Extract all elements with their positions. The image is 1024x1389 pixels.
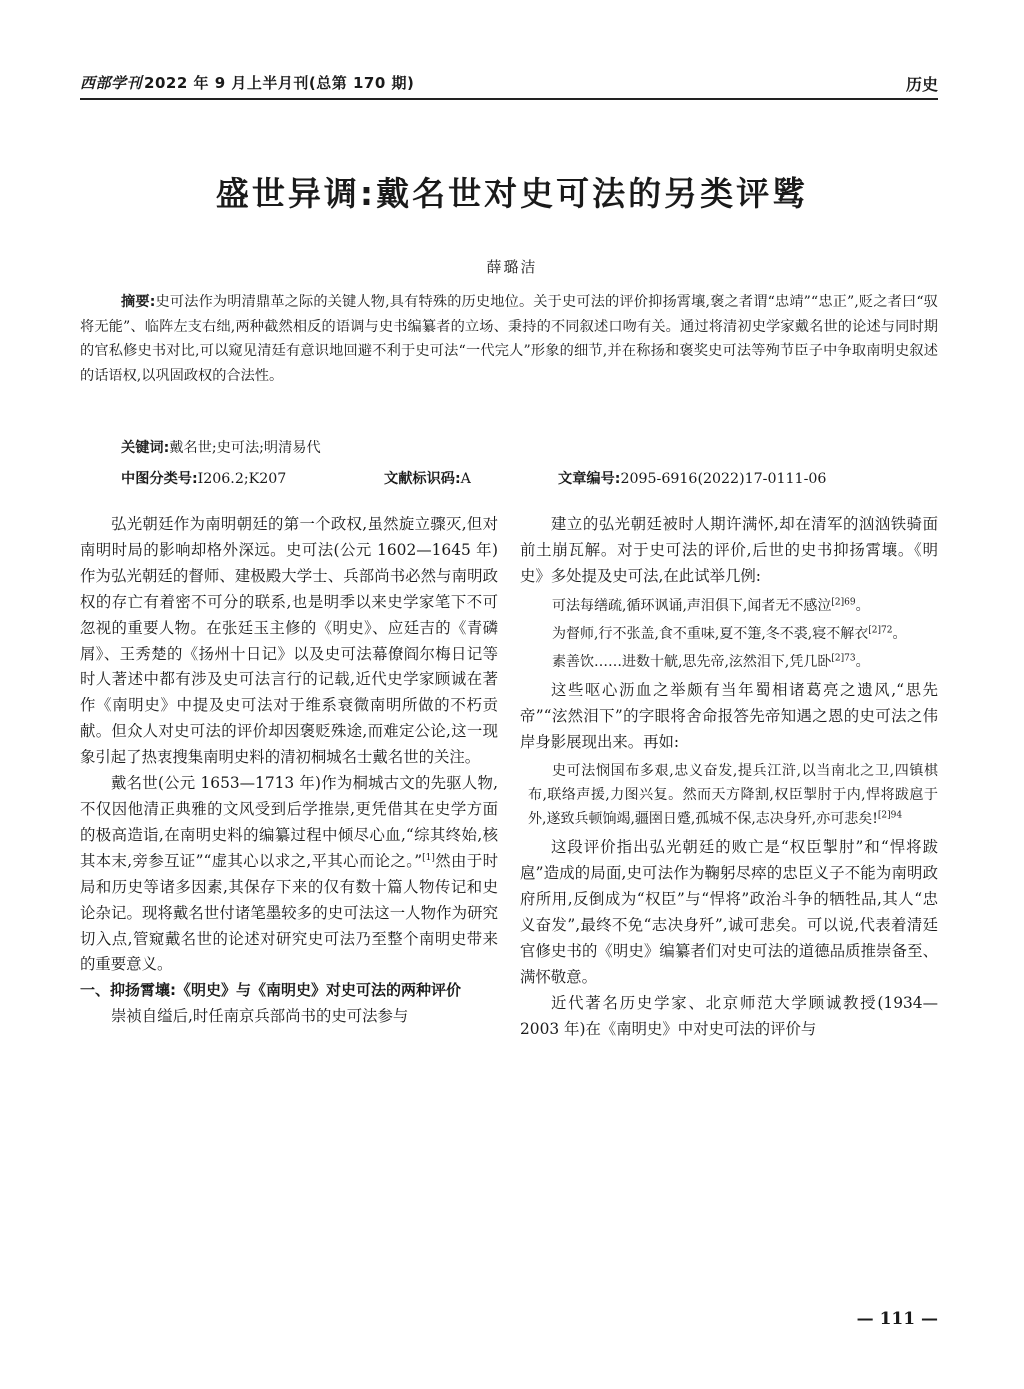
keywords-text: 戴名世;史可法;明清易代 bbox=[169, 440, 321, 456]
abstract-label: 摘要: bbox=[121, 294, 156, 310]
paragraph: 崇祯自缢后,时任南京兵部尚书的史可法参与 bbox=[111, 1007, 409, 1026]
page-number: — 111 — bbox=[856, 1309, 938, 1329]
paragraph: 建立的弘光朝廷被时人期许满怀,却在清军的汹汹铁骑面前土崩瓦解。对于史可法的评价,后世的史书抑扬霄壤。《明史》多处提及史可法,在此试举几例: bbox=[520, 515, 938, 585]
paragraph: 弘光朝廷作为南明朝廷的第一个政权,虽然旋立骤灭,但对南明时局的影响却格外深远。史可法(公元 1602—1645 年)作为弘光朝廷的督师、建极殿大学士、兵部尚书必然与南明政权的存亡有着密不可分的联系,也是明季以来史学家笔下不可忽视的重要人物。在张廷玉主修的《明史》、应廷吉的《青磷屑》、王秀楚的《扬州十日记》以及史可法幕僚阎尔梅日记等时人著述中都有涉及史可法言行的记载,近代史学家顾诚在著作《南明史》中提及史可法对于维系衰微南明所做的不朽贡献。但众人对史可法的评价却因褒贬殊途,而难定公论,这一现象引起了热衷搜集南明史料的清初桐城名士戴名世的关注。 bbox=[80, 515, 498, 767]
block-quote: 素善饮……进数十觥,思先帝,泫然泪下,凭几卧$^{[2]73}$。 bbox=[552, 653, 870, 670]
article-number: 文章编号:2095-6916(2022)17-0111-06 bbox=[558, 471, 827, 487]
paragraph: 戴名世(公元 1653—1713 年)作为桐城古文的先驱人物,不仅因他清正典雅的文风受到后学推崇,更凭借其在史学方面的极高造诣,在南明史料的编纂过程中倾尽心血,“综其终始,核其本末,旁参互证”“虚其心以求之,平其心而论之。”[1]然由于时局和历史等诸多因素,其保存下来的仅有数十篇人物传记和史论杂记。现将戴名世付诸笔墨较多的史可法这一人物作为研究切入点,管窥戴名世的论述对研究史可法乃至整个南明史带来的重要意义。 bbox=[80, 774, 498, 974]
running-header bbox=[80, 68, 938, 100]
paragraph: 这段评价指出弘光朝廷的败亡是“权臣掣肘”和“悍将跋扈”造成的局面,史可法作为鞠躬尽瘁的忠臣义子不能为南明政府所用,反倒成为“权臣”与“悍将”政治斗争的牺牲品,其人“忠义奋发”,最终不免“志决身歼”,诚可悲矣。可以说,代表着清廷官修史书的《明史》编纂者们对史可法的道德品质推崇备至、满怀敬意。 bbox=[520, 838, 938, 986]
citation: [2]69 bbox=[831, 597, 856, 608]
citation: [2]72 bbox=[868, 625, 893, 636]
author-name: 薛璐洁 bbox=[486, 258, 538, 276]
citation: [2]94 bbox=[877, 810, 903, 821]
document-code: 文献标识码:A bbox=[384, 471, 471, 487]
header-rule bbox=[80, 98, 938, 100]
citation: [2]73 bbox=[831, 653, 856, 664]
paragraph: 这些呕心沥血之举颇有当年蜀相诸葛亮之遗风,“思先帝”“泫然泪下”的字眼将舍命报答先帝知遇之恩的史可法之伟岸身影展现出来。再如: bbox=[520, 680, 938, 751]
journal-logo: 西部学刊 bbox=[80, 74, 143, 92]
abstract-text: 史可法作为明清鼎革之际的关键人物,具有特殊的历史地位。关于史可法的评价抑扬霄壤,褒之者谓“忠靖”“忠正”,贬之者曰“驭将无能”、临阵左支右绌,两种截然相反的语调与史书编纂者的立场、秉持的不同叙述口吻有关。通过将清初史学家戴名世的论述与同时期的官私修史书对比,可以窥见清廷有意识地回避不利于史可法“一代完人”形象的细节,并在称扬和褒奖史可法等殉节臣子中争取南明史叙述的话语权,以巩固政权的合法性。 bbox=[80, 294, 938, 384]
issue-info: 2022 年 9 月上半月刊(总第 170 期) bbox=[144, 74, 415, 92]
left-column bbox=[80, 512, 498, 1030]
article-title: 盛世异调:戴名世对史可法的另类评骘 bbox=[215, 174, 809, 213]
block-quote: 为督师,行不张盖,食不重味,夏不箑,冬不裘,寝不解衣$^{[2]72}$。 bbox=[552, 625, 907, 642]
section-name: 历史 bbox=[905, 75, 938, 94]
citation: [1] bbox=[422, 852, 435, 863]
block-quote: 史可法悯国布多艰,忠义奋发,提兵江浒,以当南北之卫,四镇棋布,联络声援,力图兴复。然而天方降割,权臣掣肘于内,悍将跋扈于外,遂致兵顿饷竭,疆圉日蹙,孤城不保,志决身歼,亦可悲矣!$^{[2]94}$ bbox=[528, 763, 938, 828]
section-heading: 一、抑扬霄壤:《明史》与《南明史》对史可法的两种评价 bbox=[80, 981, 462, 1000]
journal-issue bbox=[80, 72, 414, 93]
keywords bbox=[121, 437, 321, 457]
keywords-label: 关键词: bbox=[121, 440, 170, 456]
classification-line bbox=[121, 468, 891, 492]
paragraph: 近代著名历史学家、北京师范大学顾诚教授(1934—2003 年)在《南明史》中对史可法的评价与 bbox=[520, 993, 938, 1038]
right-column bbox=[520, 512, 938, 1043]
clc-code: 中图分类号:I206.2;K207 bbox=[121, 471, 287, 487]
block-quote: 可法每缮疏,循环讽诵,声泪俱下,闻者无不感泣$^{[2]69}$。 bbox=[552, 597, 870, 614]
abstract bbox=[80, 290, 938, 388]
